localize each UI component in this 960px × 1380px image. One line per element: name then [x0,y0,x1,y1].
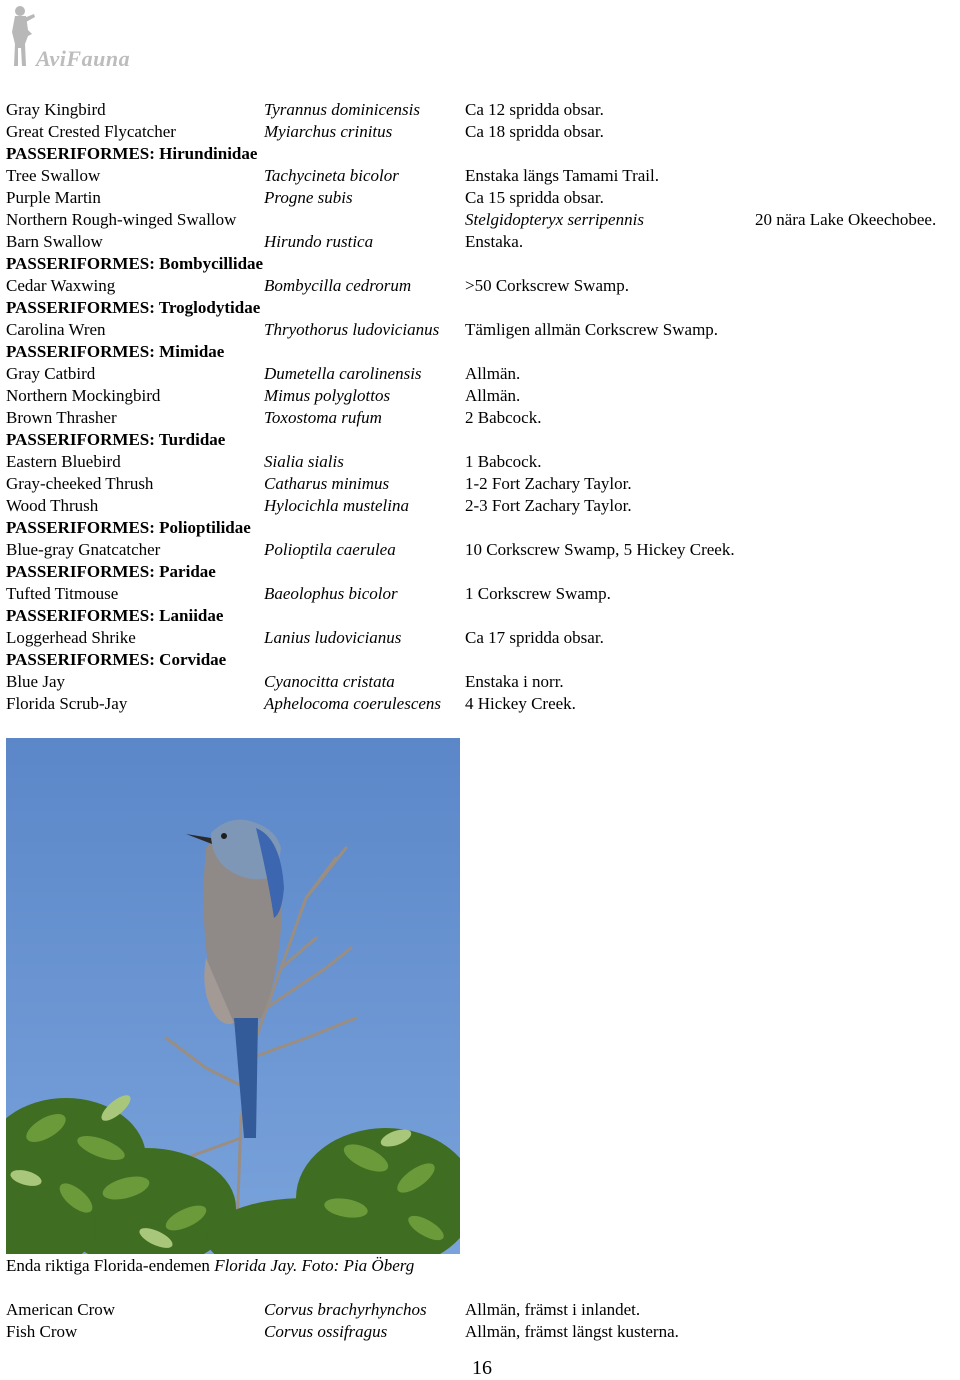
common-name: Tree Swallow [6,166,101,185]
avifauna-logo [6,4,176,70]
observation-note: 1 Babcock. [465,452,542,471]
common-name: Fish Crow [6,1322,78,1341]
latin-name: Baeolophus bicolor [264,584,398,603]
latin-name: Mimus polyglottos [264,386,391,405]
latin-name: Polioptila caerulea [264,540,396,559]
observation-note: 2 Babcock. [465,408,542,427]
observation-note: Enstaka i norr. [465,672,564,691]
latin-name: Progne subis [264,188,353,207]
observation-note: Enstaka. [465,232,524,251]
common-name: Blue-gray Gnatcatcher [6,540,161,559]
observation-note: Allmän. [465,386,521,405]
observation-note: Allmän, främst längst kusterna. [465,1322,679,1341]
family-heading: PASSERIFORMES: Bombycillidae [6,254,264,273]
common-name: Florida Scrub-Jay [6,694,128,713]
common-name: Gray Kingbird [6,100,106,119]
observation-note: 2-3 Fort Zachary Taylor. [465,496,632,515]
latin-name: Corvus ossifragus [264,1322,388,1341]
latin-name: Catharus minimus [264,474,390,493]
common-name: Carolina Wren [6,320,106,339]
latin-name: Hylocichla mustelina [264,496,409,515]
common-name: Wood Thrush [6,496,99,515]
common-name: Loggerhead Shrike [6,628,136,647]
common-name: American Crow [6,1300,116,1319]
latin-name: Stelgidopteryx serripennis [465,210,644,229]
observation-note: Allmän, främst i inlandet. [465,1300,641,1319]
latin-name: Cyanocitta cristata [264,672,395,691]
family-heading: PASSERIFORMES: Polioptilidae [6,518,251,537]
observation-note: Ca 18 spridda obsar. [465,122,604,141]
family-heading: PASSERIFORMES: Hirundinidae [6,144,258,163]
observation-note: Ca 17 spridda obsar. [465,628,604,647]
common-name: Blue Jay [6,672,66,691]
latin-name: Bombycilla cedrorum [264,276,412,295]
logo-text: AviFauna [36,46,131,71]
latin-name: Myiarchus crinitus [264,122,393,141]
common-name: Gray-cheeked Thrush [6,474,154,493]
family-heading: PASSERIFORMES: Mimidae [6,342,225,361]
common-name: Eastern Bluebird [6,452,121,471]
observation-note: 1 Corkscrew Swamp. [465,584,611,603]
florida-scrub-jay-photo [6,738,460,1254]
latin-name: Corvus brachyrhynchos [264,1300,427,1319]
family-heading: PASSERIFORMES: Turdidae [6,430,226,449]
common-name: Brown Thrasher [6,408,117,427]
observation-note: Tämligen allmän Corkscrew Swamp. [465,320,719,339]
latin-name: Toxostoma rufum [264,408,382,427]
family-heading: PASSERIFORMES: Laniidae [6,606,224,625]
caption-italic-text: Florida Jay. Foto: Pia Öberg [214,1256,415,1275]
latin-name: Thryothorus ludovicianus [264,320,440,339]
caption-text: Enda riktiga Florida-endemen [6,1256,215,1275]
latin-name: Tachycineta bicolor [264,166,399,185]
family-heading: PASSERIFORMES: Troglodytidae [6,298,261,317]
family-heading: PASSERIFORMES: Paridae [6,562,216,581]
observation-note: Ca 12 spridda obsar. [465,100,604,119]
common-name: Northern Rough-winged Swallow [6,210,237,229]
common-name: Tufted Titmouse [6,584,119,603]
common-name: Gray Catbird [6,364,96,383]
latin-name: Dumetella carolinensis [264,364,422,383]
observation-note: Ca 15 spridda obsar. [465,188,604,207]
latin-name: Aphelocoma coerulescens [264,694,442,713]
common-name: Great Crested Flycatcher [6,122,176,141]
observation-note: Enstaka längs Tamami Trail. [465,166,659,185]
photo-caption [6,1256,414,1276]
observation-note: Allmän. [465,364,521,383]
common-name: Cedar Waxwing [6,276,116,295]
latin-name: Hirundo rustica [264,232,374,251]
page-number: 16 [472,1357,492,1379]
observation-note: 20 nära Lake Okeechobee. [755,210,937,229]
common-name: Northern Mockingbird [6,386,161,405]
observation-note: >50 Corkscrew Swamp. [465,276,629,295]
latin-name: Sialia sialis [264,452,344,471]
common-name: Purple Martin [6,188,101,207]
observation-note: 10 Corkscrew Swamp, 5 Hickey Creek. [465,540,735,559]
latin-name: Lanius ludovicianus [264,628,402,647]
observation-note: 1-2 Fort Zachary Taylor. [465,474,632,493]
observation-note: 4 Hickey Creek. [465,694,576,713]
latin-name: Tyrannus dominicensis [264,100,420,119]
family-heading: PASSERIFORMES: Corvidae [6,650,227,669]
common-name: Barn Swallow [6,232,103,251]
